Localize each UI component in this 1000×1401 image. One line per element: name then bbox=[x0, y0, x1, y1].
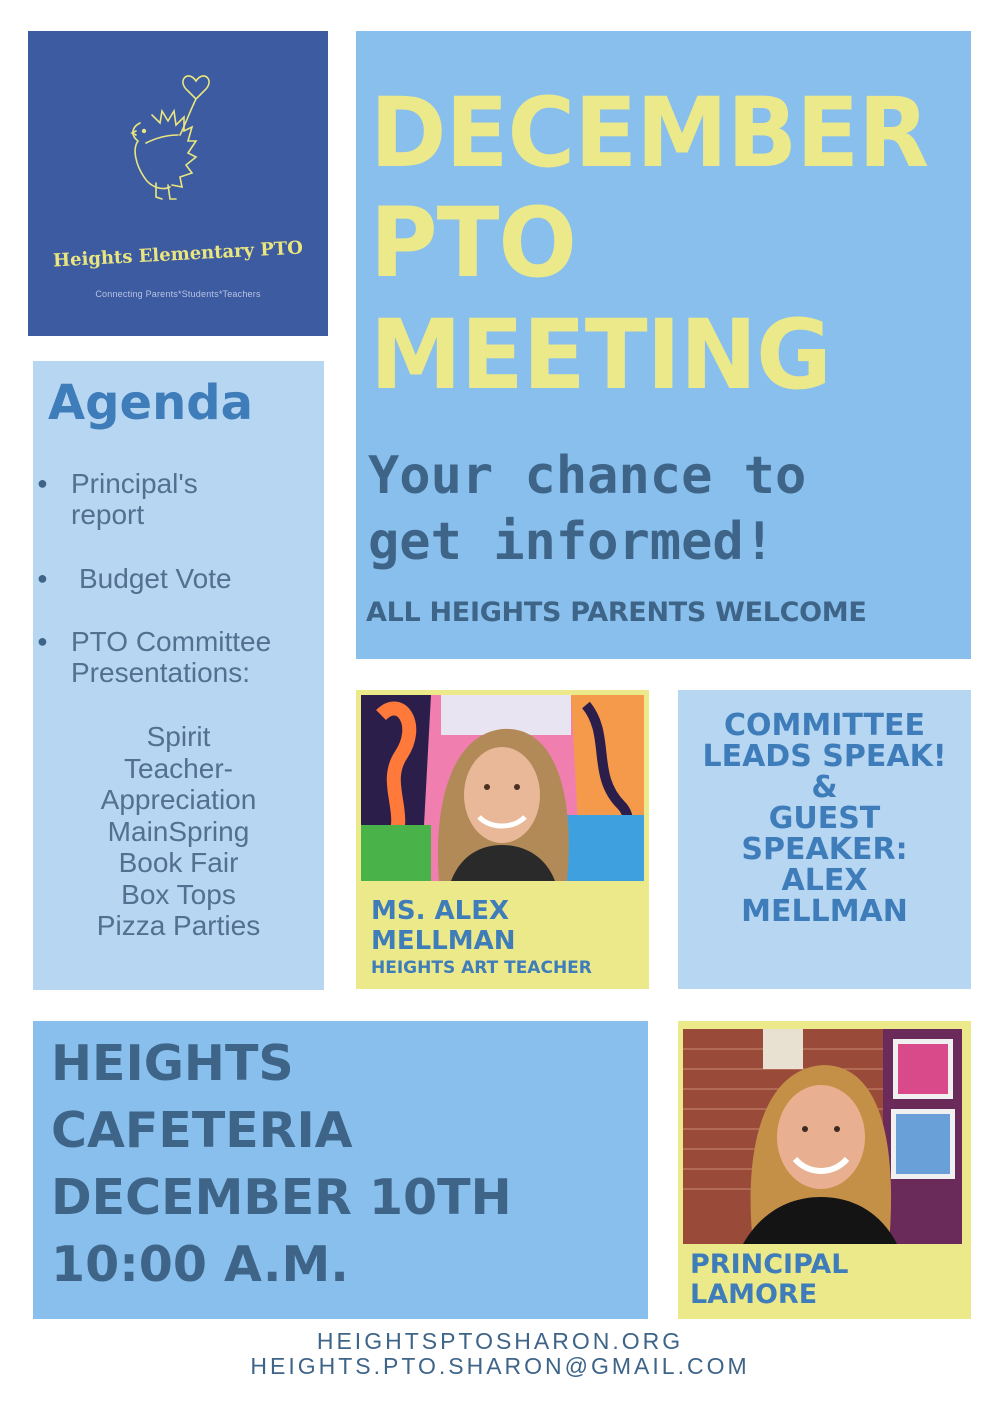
location-line-1: HEIGHTS bbox=[51, 1035, 294, 1092]
bullet-icon: ● bbox=[37, 631, 48, 651]
website-link[interactable]: HEIGHTSPTOSHARON.ORG bbox=[316, 1328, 684, 1354]
agenda-item-budget-vote bbox=[37, 563, 232, 594]
speaker-line: SPEAKER: bbox=[741, 832, 908, 867]
committee-item: Spirit bbox=[146, 721, 211, 752]
art-teacher-card bbox=[356, 690, 649, 989]
speaker-line: & bbox=[811, 770, 838, 805]
date-line: DECEMBER 10TH bbox=[51, 1169, 512, 1226]
title-line-3: MEETING bbox=[370, 299, 831, 411]
principal-card bbox=[678, 1021, 971, 1319]
agenda-panel bbox=[33, 361, 324, 990]
agenda-item-principals-report bbox=[37, 468, 198, 530]
location-line-2: CAFETERIA bbox=[51, 1102, 353, 1159]
location-panel bbox=[33, 1021, 648, 1319]
principal-photo bbox=[683, 1029, 962, 1244]
bullet-icon: ● bbox=[37, 473, 48, 493]
committee-item: MainSpring bbox=[107, 815, 250, 847]
speaker-line: MELLMAN bbox=[741, 894, 908, 929]
committee-item: Teacher- bbox=[124, 752, 233, 784]
agenda-item-line: report bbox=[71, 499, 145, 530]
principal-title: PRINCIPAL bbox=[690, 1249, 849, 1280]
teacher-name-line-1: MS. ALEX bbox=[371, 896, 510, 926]
agenda-item-line: Presentations: bbox=[71, 657, 250, 688]
speaker-line: COMMITTEE bbox=[724, 708, 925, 743]
teacher-photo bbox=[361, 695, 644, 881]
subtitle-line-1: Your chance to bbox=[368, 446, 807, 506]
org-name: Heights Elementary PTO bbox=[52, 237, 304, 272]
agenda-item-line: PTO Committee bbox=[71, 626, 272, 657]
principal-name: LAMORE bbox=[690, 1279, 818, 1310]
guest-speaker-panel bbox=[678, 690, 971, 989]
committee-list bbox=[33, 721, 324, 942]
speaker-line: LEADS SPEAK! bbox=[702, 739, 947, 774]
subtitle-line-2: get informed! bbox=[368, 512, 775, 572]
meeting-title-panel bbox=[356, 31, 971, 659]
email-link[interactable]: HEIGHTS.PTO.SHARON@GMAIL.COM bbox=[250, 1353, 750, 1379]
welcome-text: ALL HEIGHTS PARENTS WELCOME bbox=[366, 597, 867, 628]
title-line-2: PTO bbox=[370, 187, 576, 299]
pto-logo bbox=[28, 31, 328, 336]
time-line: 10:00 A.M. bbox=[51, 1236, 349, 1293]
title-line-1: DECEMBER bbox=[370, 77, 929, 189]
committee-item: Appreciation bbox=[100, 784, 257, 815]
org-tagline: Connecting Parents*Students*Teachers bbox=[95, 289, 261, 299]
agenda-item-line: Principal's bbox=[71, 468, 198, 499]
committee-item: Pizza Parties bbox=[96, 910, 261, 941]
agenda-item-line: Budget Vote bbox=[79, 563, 232, 594]
agenda-heading: Agenda bbox=[48, 375, 253, 431]
speaker-line: GUEST bbox=[768, 801, 881, 836]
teacher-name-line-2: MELLMAN bbox=[371, 926, 516, 956]
committee-item: Box Tops bbox=[121, 878, 236, 910]
agenda-item-committee-presentations bbox=[37, 626, 272, 688]
speaker-line: ALEX bbox=[781, 863, 868, 898]
bullet-icon: ● bbox=[37, 568, 48, 588]
teacher-role: HEIGHTS ART TEACHER bbox=[371, 958, 592, 978]
committee-item: Book Fair bbox=[118, 847, 239, 878]
guest-speaker-text bbox=[678, 710, 971, 927]
